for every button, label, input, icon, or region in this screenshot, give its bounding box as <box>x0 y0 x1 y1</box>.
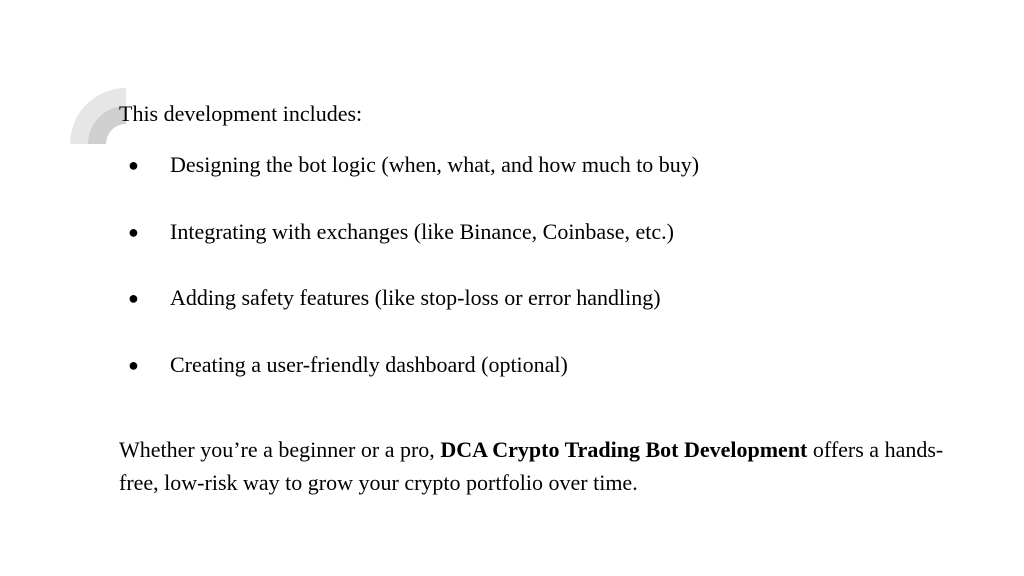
bullet-icon: ● <box>128 155 139 175</box>
intro-text: This development includes: <box>119 101 363 126</box>
bullet-icon: ● <box>128 288 139 309</box>
bullet-icon: ● <box>128 221 139 242</box>
closing-bold-phrase: DCA Crypto Trading Bot Development <box>440 437 808 462</box>
closing-paragraph <box>119 433 979 499</box>
bullet-text: Integrating with exchanges (like Binance, Coinbase, etc.) <box>170 218 674 244</box>
bullet-text: Designing the bot logic (when, what, and how much to buy) <box>170 152 700 177</box>
bullet-icon: ● <box>128 355 139 376</box>
bullet-text: Creating a user-friendly dashboard (optional) <box>170 352 568 378</box>
closing-text-end: offers a hands-free, low-risk way to grow your crypto portfolio over time. <box>119 437 944 495</box>
bullet-text: Adding safety features (like stop-loss or error handling) <box>170 285 661 311</box>
decorative-circle-icon <box>70 88 126 144</box>
closing-text-start: Whether you’re a beginner or a pro, <box>119 437 441 462</box>
